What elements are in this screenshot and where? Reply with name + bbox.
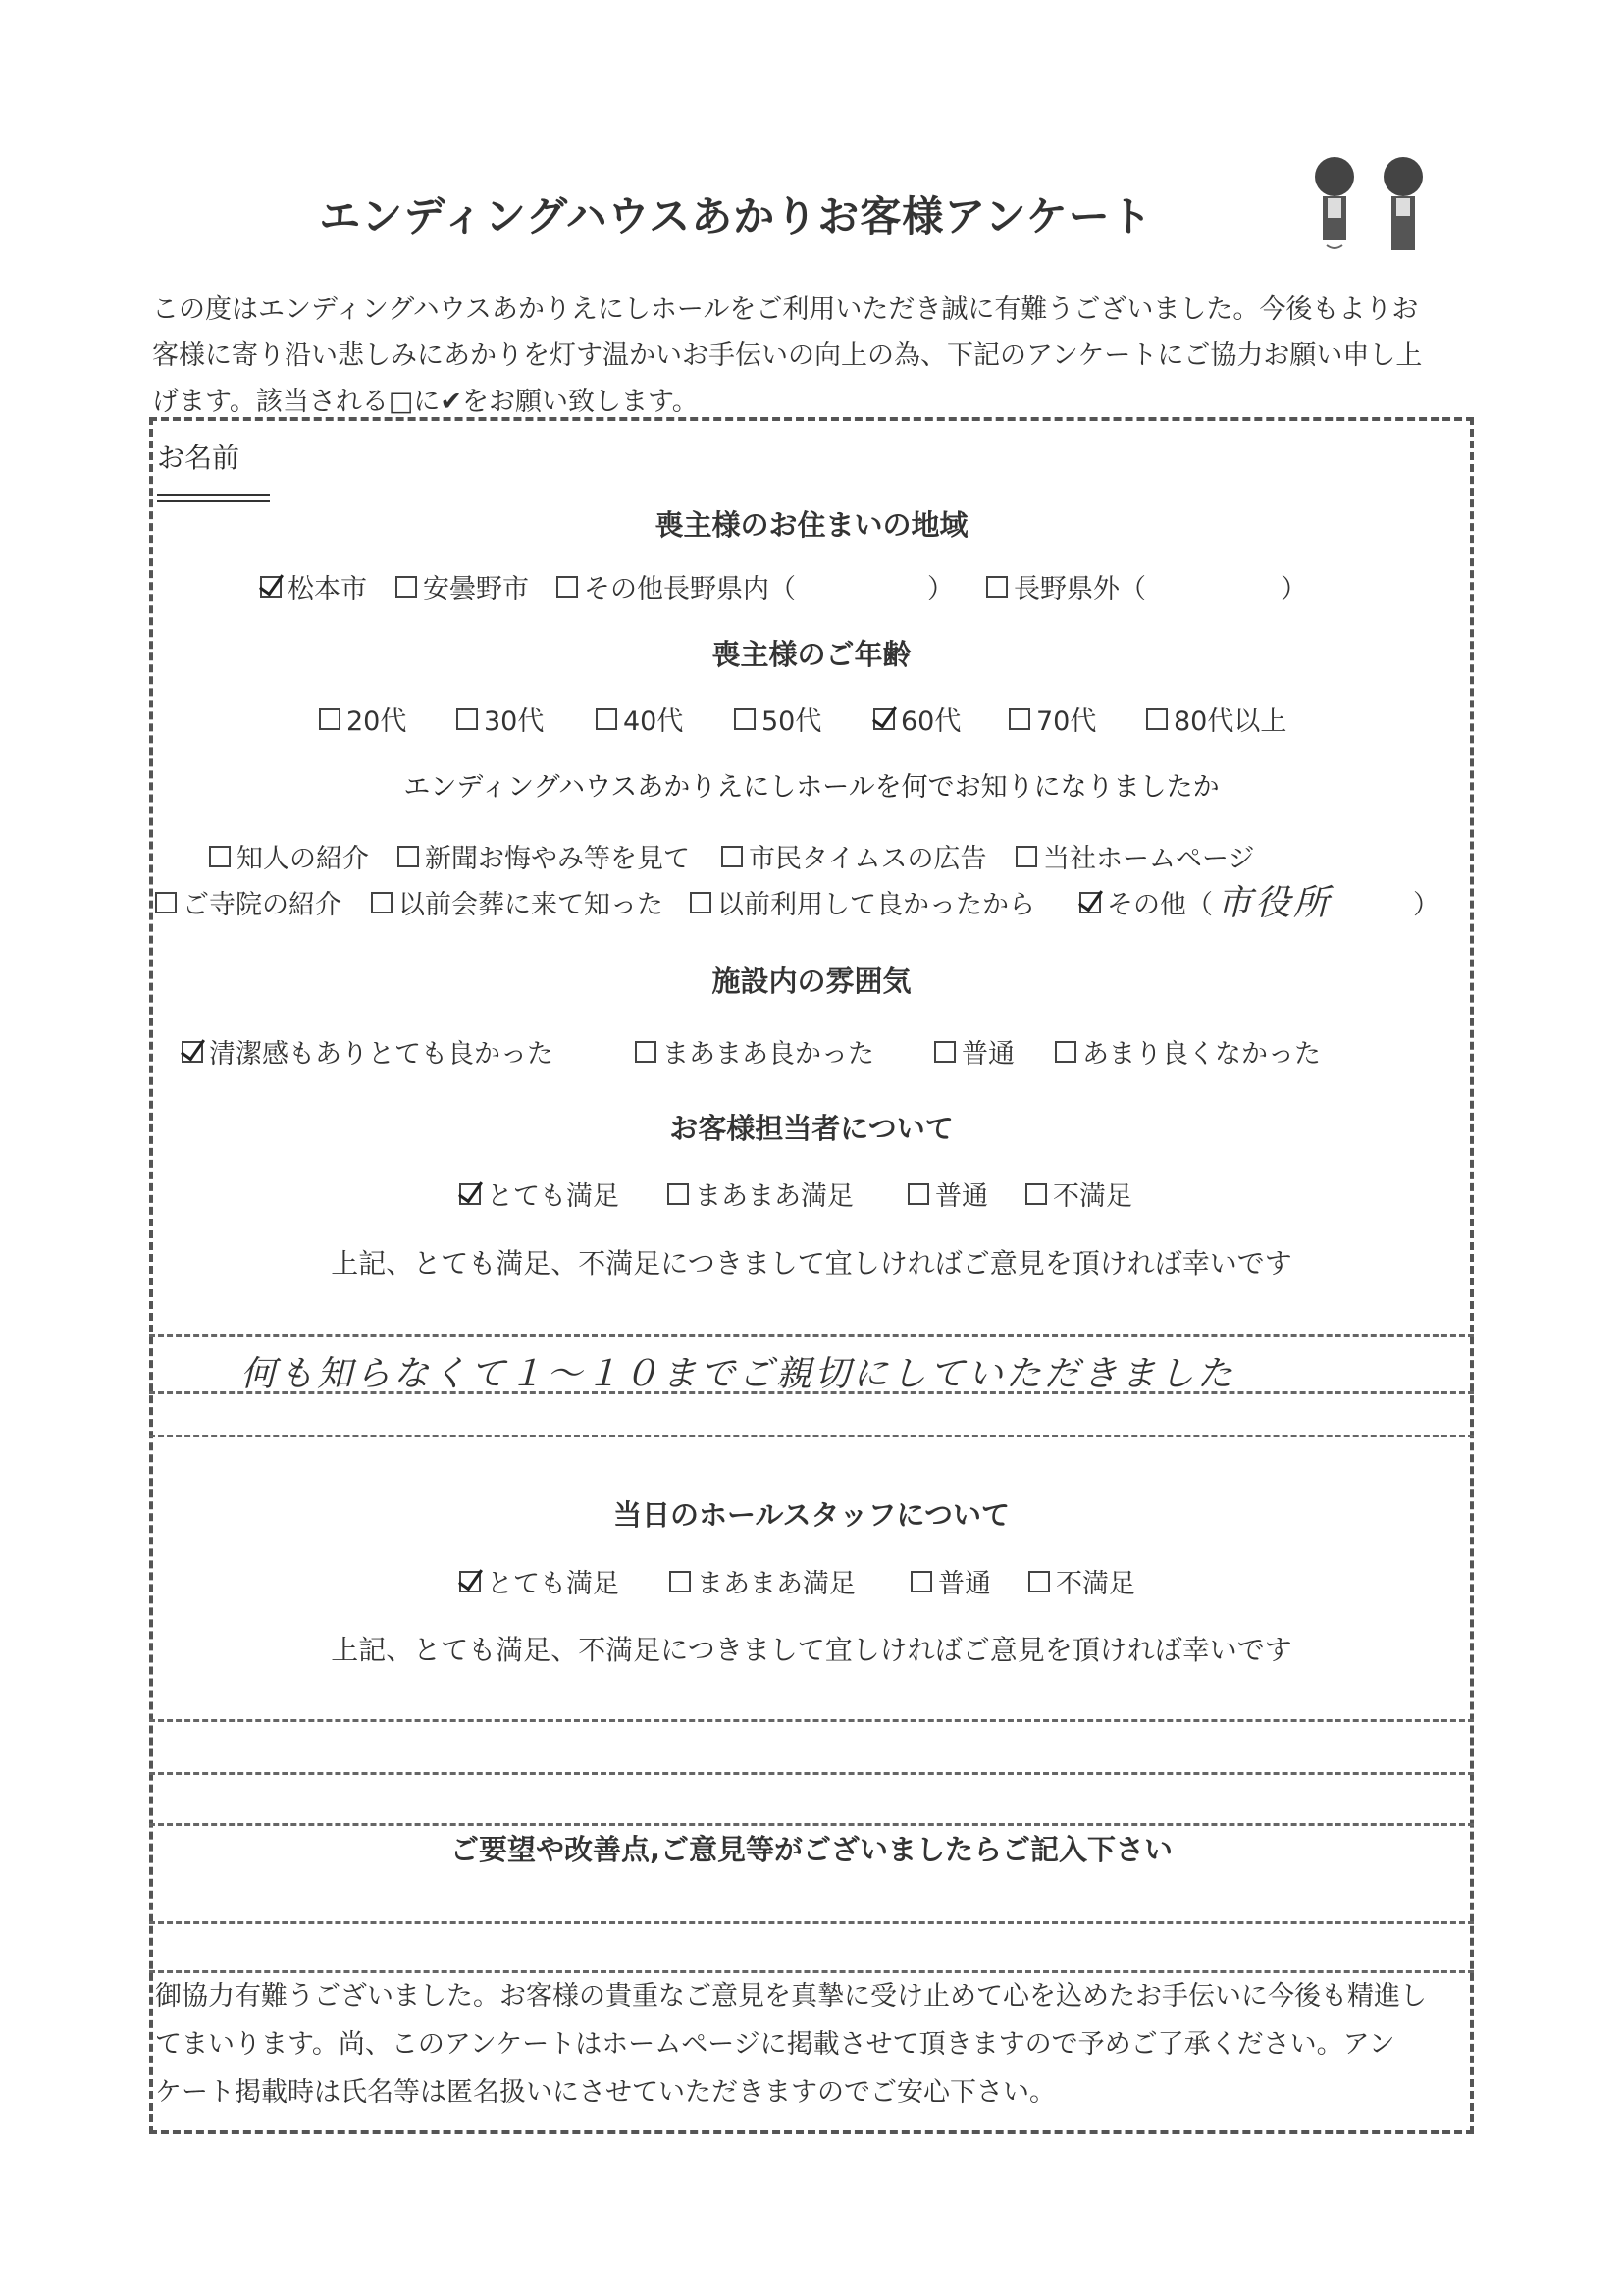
checkbox-checked[interactable] [459,1571,481,1592]
option-label: 普通 [938,1569,991,1599]
hall-staff-options [0,1562,1623,1601]
checkbox[interactable] [1025,1183,1047,1205]
requests-heading: ご要望や改善点,ご意見等がございましたらご記入下さい [449,1833,1174,1866]
atmosphere-option-not-good[interactable] [1055,1032,1321,1070]
age-options [0,700,1623,739]
atmosphere-option-very-good[interactable] [182,1032,553,1070]
option-label: とても満足 [487,1181,619,1212]
option-label: 松本市 [288,574,367,604]
option-label: あまり良くなかった [1082,1039,1321,1070]
checkbox[interactable] [986,576,1008,598]
hall-option-dissatisfied[interactable] [1028,1562,1135,1600]
checkbox[interactable] [635,1041,656,1063]
option-label: 新聞お悔やみ等を見て [425,844,690,874]
name-underline [157,500,270,502]
region-option-outside-nagano[interactable] [986,567,1146,605]
name-underline [157,494,270,496]
survey-title: エンディングハウスあかりお客様アンケート [319,192,1153,240]
option-label: まあまあ満足 [697,1569,856,1599]
option-label: まあまあ良かった [662,1039,874,1070]
paren-close: ） [927,574,954,604]
age-option-30s[interactable] [456,700,544,738]
intro-line: げます。該当される□に✔をお願い致します。 [152,387,699,417]
hall-staff-note: 上記、とても満足、不満足につきまして宜しければご意見を頂ければ幸いです [331,1634,1292,1666]
checkbox-checked[interactable] [1079,892,1101,913]
checkbox[interactable] [1146,708,1168,730]
option-label: その他（ [1107,890,1213,920]
option-label: とても満足 [487,1569,619,1599]
checkbox[interactable] [690,892,711,913]
hall-staff-heading: 当日のホールスタッフについて [613,1498,1010,1532]
option-label: 以前利用して良かったから [717,890,1035,920]
paren-close: ） [1281,574,1307,604]
hall-option-average[interactable] [911,1562,991,1600]
option-label: 知人の紹介 [236,844,369,874]
option-label: 清潔感もありとても良かった [209,1039,553,1070]
comment-line [149,1772,1474,1775]
option-label: 60代 [901,706,962,737]
option-label: 70代 [1036,706,1097,737]
option-label: 不満足 [1053,1181,1132,1212]
source-option-newspaper[interactable] [397,837,690,875]
source-options-row2 [0,883,1623,922]
checkbox[interactable] [911,1571,932,1592]
atmosphere-option-fairly-good[interactable] [635,1032,874,1070]
checkbox[interactable] [155,892,177,913]
staff-in-charge-heading: お客様担当者について [669,1112,954,1145]
comment-line [149,1823,1474,1826]
option-label: その他長野県内（ [584,574,796,604]
region-option-azumino[interactable] [395,567,529,605]
source-options-row1 [0,837,1623,876]
staff-option-dissatisfied[interactable] [1025,1174,1132,1213]
region-options [0,567,1623,606]
checkbox[interactable] [1016,846,1037,867]
atmosphere-option-average[interactable] [934,1032,1015,1070]
option-label: ご寺院の紹介 [183,890,341,920]
footer-line: 御協力有難うございました。お客様の貴重なご意見を真摯に受け止めて心を込めたお手伝いに今後も精進し [155,1981,1427,2011]
source-option-acquaintance[interactable] [209,837,369,875]
checkbox[interactable] [596,708,617,730]
source-option-shimin-times[interactable] [721,837,986,875]
footer-line: ケート掲載時は氏名等は匿名扱いにさせていただきますのでご安心下さい。 [155,2077,1056,2108]
option-label: 当社ホームページ [1043,844,1255,874]
staff-in-charge-options [0,1174,1623,1214]
option-label: 長野県外（ [1014,574,1146,604]
comment-line [149,1921,1474,1924]
comment-line [149,1435,1474,1437]
hall-option-fairly-satisfied[interactable] [669,1562,856,1600]
option-label: 30代 [484,706,545,737]
checkbox[interactable] [209,846,231,867]
checkbox[interactable] [456,708,478,730]
age-option-80s-plus[interactable] [1146,700,1286,738]
hall-option-very-satisfied[interactable] [459,1562,619,1600]
paren-close: ） [1413,890,1440,920]
comment-line [149,1334,1474,1337]
option-label: 不満足 [1056,1569,1135,1599]
checkbox-checked[interactable] [260,576,282,598]
option-label: 50代 [761,706,822,737]
checkbox[interactable] [669,1571,691,1592]
source-heading: エンディングハウスあかりえにしホールを何でお知りになりましたか [403,772,1220,803]
comment-line [149,1391,1474,1394]
checkbox[interactable] [556,576,578,598]
region-heading: 喪主様のお住まいの地域 [654,508,969,542]
source-other-handwritten: 市役所 [1217,883,1333,923]
option-label: 普通 [962,1039,1015,1070]
checkbox[interactable] [721,846,743,867]
checkbox[interactable] [395,576,417,598]
intro-line: 客様に寄り沿い悲しみにあかりを灯す温かいお手伝いの向上の為、下記のアンケートにご協力お願い申し上 [152,340,1423,371]
checkbox[interactable] [1009,708,1030,730]
checkbox[interactable] [1055,1041,1076,1063]
staff-option-fairly-satisfied[interactable] [667,1174,854,1213]
source-option-temple[interactable] [155,883,341,921]
checkbox[interactable] [397,846,419,867]
checkbox[interactable] [934,1041,956,1063]
source-option-homepage[interactable] [1016,837,1254,875]
source-option-previous-funeral[interactable] [371,883,663,921]
checkbox-checked[interactable] [459,1183,481,1205]
option-label: 市民タイムスの広告 [749,844,987,874]
option-label: 40代 [623,706,684,737]
comment-line [149,1719,1474,1722]
option-label: 普通 [935,1181,988,1212]
checkbox[interactable] [908,1183,929,1205]
staff-handwritten-comment: 何も知らなくて１～１０までご親切にしていただきました [240,1354,1236,1394]
age-option-60s[interactable] [873,700,961,738]
source-option-previous-use[interactable] [690,883,1035,921]
option-label: 20代 [346,706,407,737]
name-label: お名前 [157,442,240,474]
option-label: 安曇野市 [423,574,529,604]
checkbox[interactable] [319,708,340,730]
source-option-other[interactable] [1079,883,1213,921]
checkbox-checked[interactable] [873,708,895,730]
checkbox[interactable] [667,1183,689,1205]
intro-line: この度はエンディングハウスあかりえにしホールをご利用いただき誠に有難うございました。今後もよりお [152,294,1419,325]
option-label: まあまあ満足 [695,1181,854,1212]
staff-option-average[interactable] [908,1174,988,1213]
footer-text [155,1972,1470,2116]
option-label: 80代以上 [1174,706,1287,737]
checkbox-checked[interactable] [182,1041,203,1063]
region-option-other-nagano[interactable] [556,567,796,605]
checkbox[interactable] [734,708,756,730]
region-option-matsumoto[interactable] [260,567,367,605]
footer-line: てまいります。尚、このアンケートはホームページに掲載させて頂きますので予めご了承ください。アン [155,2029,1395,2060]
intro-text [152,287,1467,425]
age-option-20s[interactable] [319,700,406,738]
staff-in-charge-note: 上記、とても満足、不満足につきまして宜しければご意見を頂ければ幸いです [331,1247,1292,1279]
age-option-50s[interactable] [734,700,821,738]
age-option-70s[interactable] [1009,700,1096,738]
checkbox[interactable] [371,892,393,913]
option-label: 以前会葬に来て知った [398,890,663,920]
staff-option-very-satisfied[interactable] [459,1174,619,1213]
age-heading: 喪主様のご年齢 [711,638,912,671]
atmosphere-options [0,1032,1623,1071]
age-option-40s[interactable] [596,700,683,738]
staff-mascot-icon [1295,147,1452,265]
checkbox[interactable] [1028,1571,1050,1592]
atmosphere-heading: 施設内の雰囲気 [711,965,912,998]
